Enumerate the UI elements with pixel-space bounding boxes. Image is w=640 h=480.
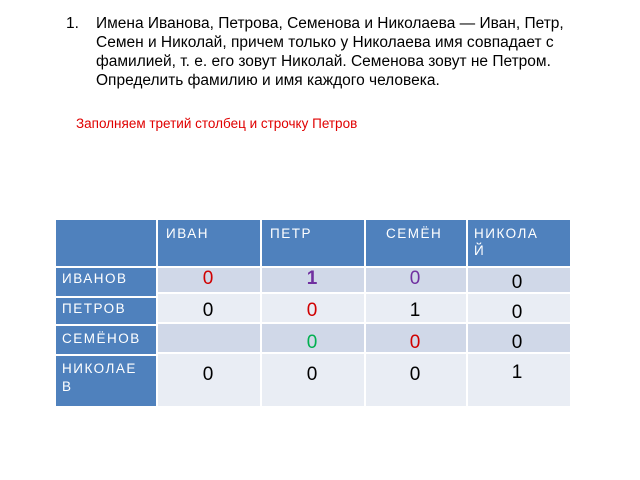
cell-petrov-semen: 1 bbox=[409, 300, 421, 321]
col-header-nikolay-line2: Й bbox=[474, 243, 486, 258]
grid-line bbox=[364, 220, 366, 406]
cell-petrov-ivan: 0 bbox=[202, 300, 214, 321]
cell-nikolaev-petr: 0 bbox=[306, 364, 318, 385]
cell-ivanov-nikolay: 0 bbox=[511, 272, 523, 293]
cell-nikolaev-semen: 0 bbox=[409, 364, 421, 385]
grid-line bbox=[156, 220, 158, 406]
grid-line bbox=[56, 266, 156, 268]
cell-petrov-petr: 0 bbox=[306, 300, 318, 321]
cell-petrov-nikolay: 0 bbox=[511, 302, 523, 323]
row-header-semenov: СЕМЁНОВ bbox=[62, 331, 141, 346]
cell-ivanov-ivan: 0 bbox=[202, 268, 214, 289]
logic-table bbox=[56, 220, 570, 406]
col-header-ivan: ИВАН bbox=[166, 226, 210, 241]
cell-semenov-semen: 0 bbox=[409, 332, 421, 353]
cell-ivanov-semen: 0 bbox=[409, 268, 421, 289]
col-header-petr: ПЕТР bbox=[270, 226, 312, 241]
row-header-petrov: ПЕТРОВ bbox=[62, 301, 127, 316]
grid-line bbox=[260, 220, 262, 406]
instruction-note: Заполняем третий столбец и строчку Петров bbox=[76, 116, 358, 131]
cell-nikolaev-ivan: 0 bbox=[202, 364, 214, 385]
cell-ivanov-petr: 1 bbox=[306, 268, 318, 289]
grid-line bbox=[156, 266, 570, 268]
row-header-nikolaev-line1: НИКОЛАЕ bbox=[62, 361, 137, 376]
grid-line bbox=[466, 220, 468, 406]
grid-line bbox=[56, 354, 156, 356]
grid-line bbox=[56, 324, 156, 326]
problem-text: Имена Иванова, Петрова, Семенова и Николаева — Иван, Петр, Семен и Николай, причем только у Николаева имя совпадает с фамилией, т. е. его зовут Николай. Семенова зовут не Петром. Определить фамилию и имя каждого человека. bbox=[96, 15, 564, 89]
grid-line bbox=[56, 296, 156, 298]
col-header-semen: СЕМЁН bbox=[386, 226, 443, 241]
cell-semenov-nikolay: 0 bbox=[511, 332, 523, 353]
problem-number: 1. bbox=[66, 15, 79, 32]
cell-semenov-petr: 0 bbox=[306, 332, 318, 353]
cell-nikolaev-nikolay: 1 bbox=[511, 362, 523, 383]
row-header-nikolaev-line2: В bbox=[62, 379, 73, 394]
row-header-ivanov: ИВАНОВ bbox=[62, 271, 128, 286]
problem-statement bbox=[66, 14, 606, 90]
col-header-nikolay-line1: НИКОЛА bbox=[474, 226, 539, 241]
